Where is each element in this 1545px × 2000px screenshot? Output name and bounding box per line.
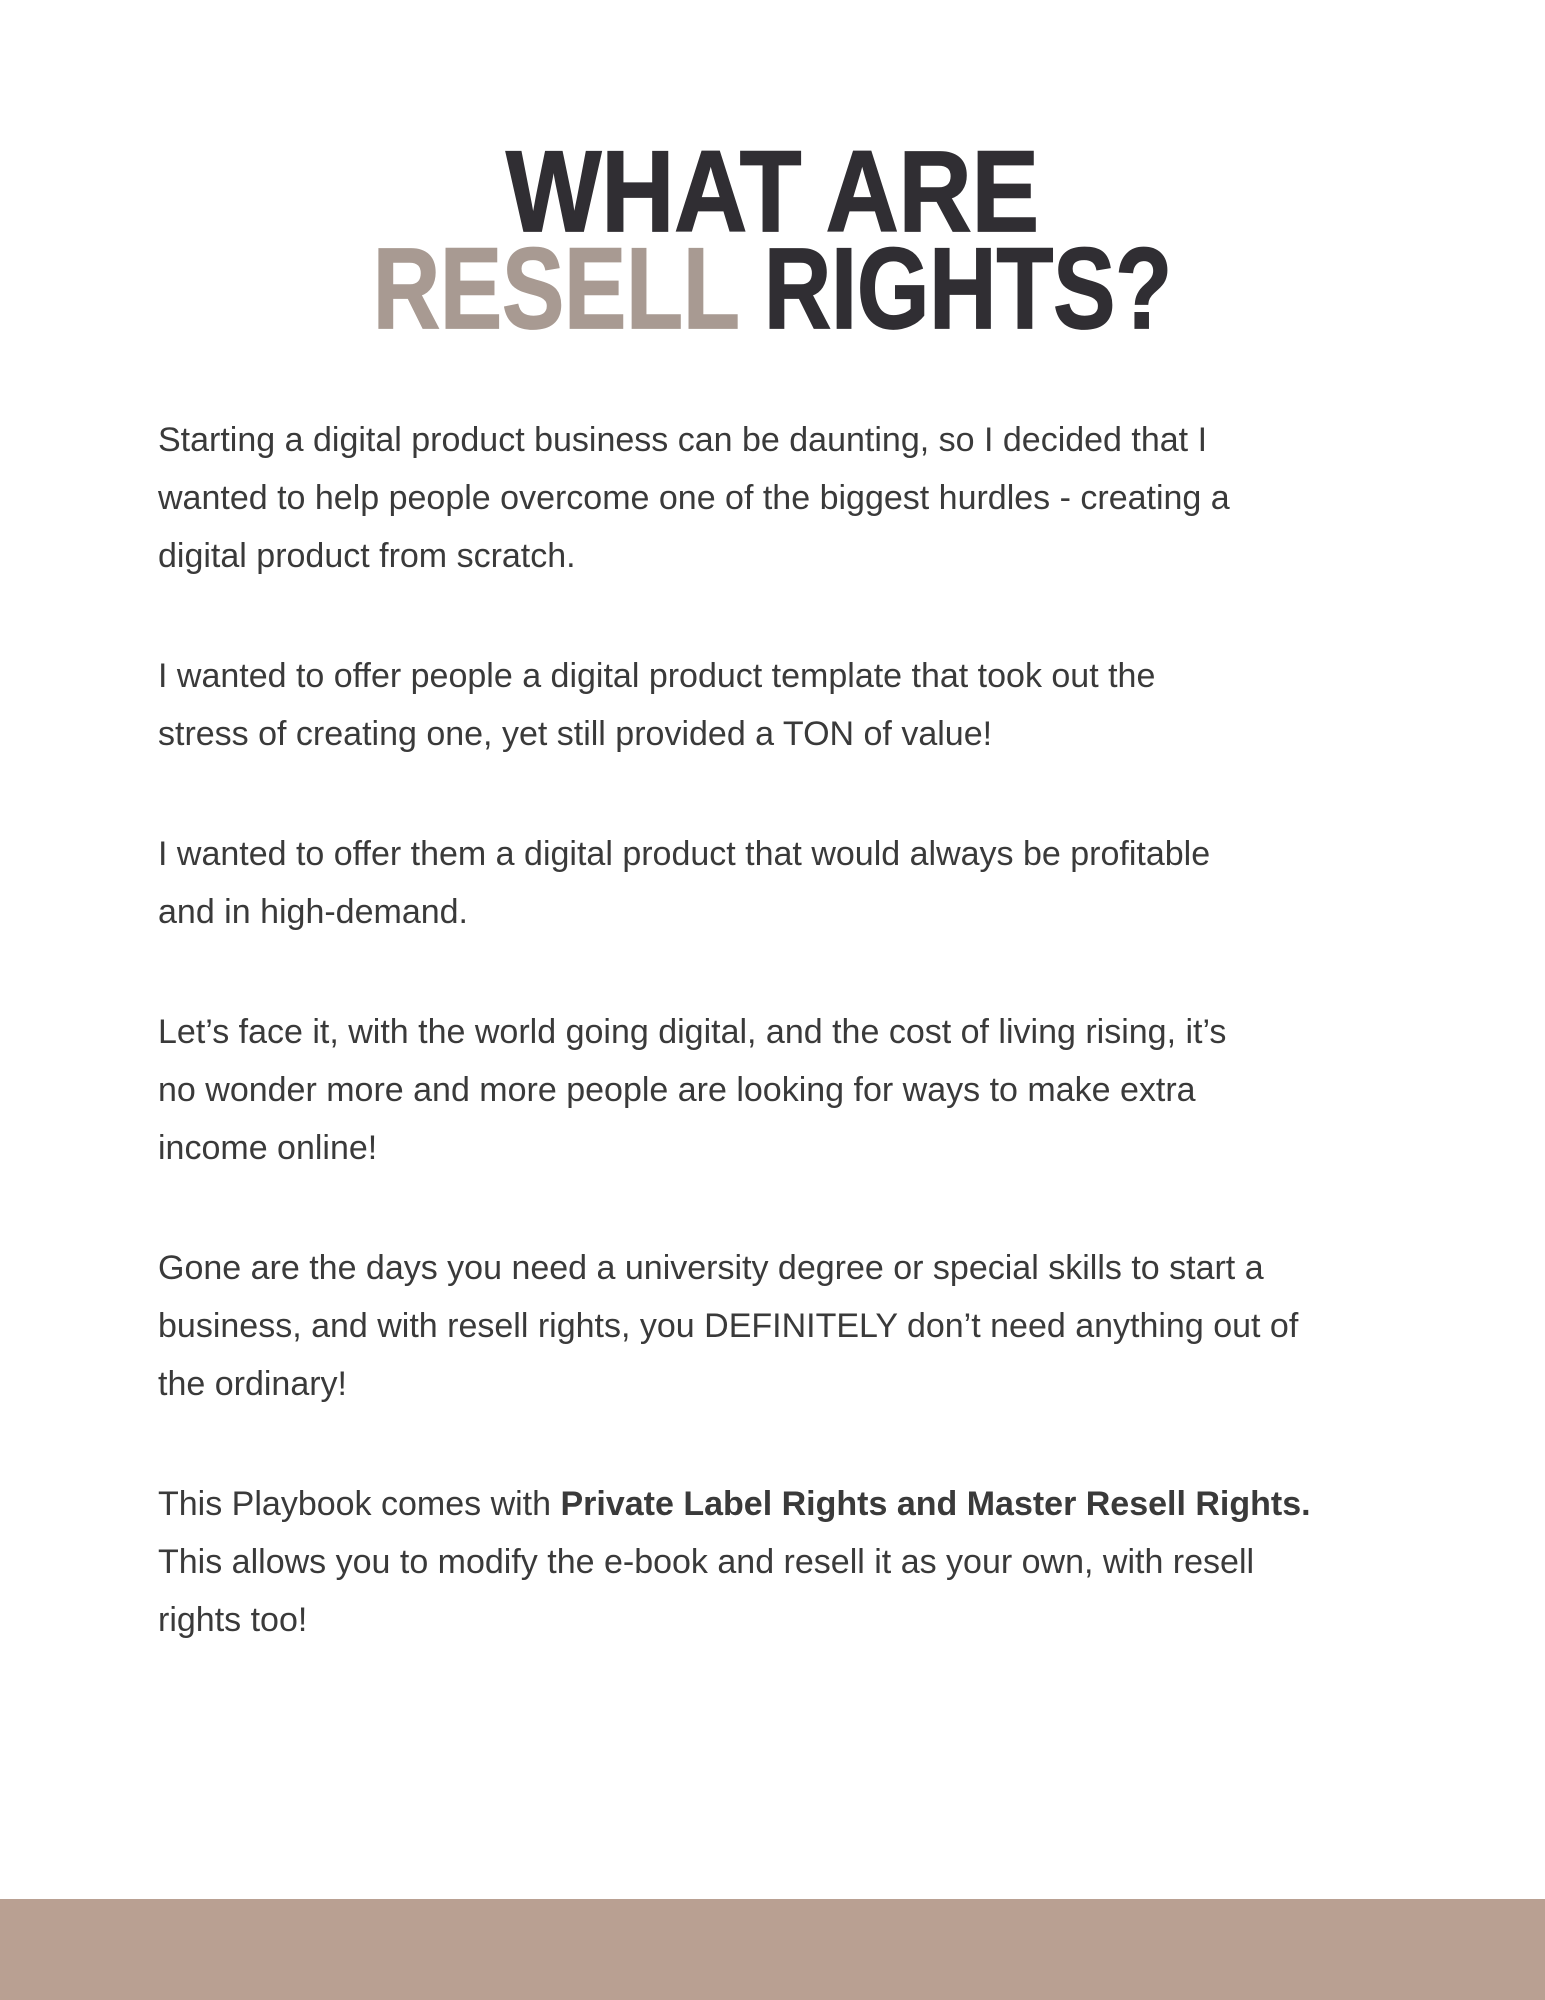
text-line — [158, 1475, 1488, 1533]
title-rest-word: RIGHTS? — [763, 224, 1173, 354]
body-copy — [158, 411, 1488, 1711]
text-line: I wanted to offer people a digital product template that took out the — [158, 657, 1156, 695]
text-line: Starting a digital product business can be daunting, so I decided that I — [158, 421, 1208, 459]
text-line: This allows you to modify the e-book and resell it as your own, with resell — [158, 1543, 1255, 1581]
text-line: income online! — [158, 1129, 378, 1167]
text-line: rights too! — [158, 1601, 308, 1639]
text-line: digital product from scratch. — [158, 537, 576, 575]
text-line: business, and with resell rights, you DEFINITELY don’t need anything out of — [158, 1307, 1299, 1345]
paragraph-3 — [158, 825, 1488, 941]
footer-accent-bar — [0, 1899, 1545, 2000]
title-line-2 — [54, 224, 1491, 354]
text-run-normal: This Playbook comes with — [158, 1485, 561, 1523]
text-line: I wanted to offer them a digital product that would always be profitable — [158, 835, 1211, 873]
text-line: and in high-demand. — [158, 893, 469, 931]
text-line: wanted to help people overcome one of the biggest hurdles - creating a — [158, 479, 1230, 517]
page-title — [0, 127, 1545, 354]
paragraph-4 — [158, 1003, 1488, 1177]
text-run-bold: Private Label Rights and Master Resell Rights. — [560, 1485, 1311, 1523]
text-line: stress of creating one, yet still provided a TON of value! — [158, 715, 993, 753]
text-line: the ordinary! — [158, 1365, 347, 1403]
title-line-1: WHAT ARE — [506, 127, 1039, 257]
title-accent-word: RESELL — [372, 224, 739, 354]
text-line: Let’s face it, with the world going digital, and the cost of living rising, it’s — [158, 1013, 1227, 1051]
text-line: no wonder more and more people are looking for ways to make extra — [158, 1071, 1196, 1109]
paragraph-2 — [158, 647, 1488, 763]
paragraph-5 — [158, 1239, 1488, 1413]
text-line: Gone are the days you need a university degree or special skills to start a — [158, 1249, 1264, 1287]
paragraph-1 — [158, 411, 1488, 585]
paragraph-6 — [158, 1475, 1488, 1649]
